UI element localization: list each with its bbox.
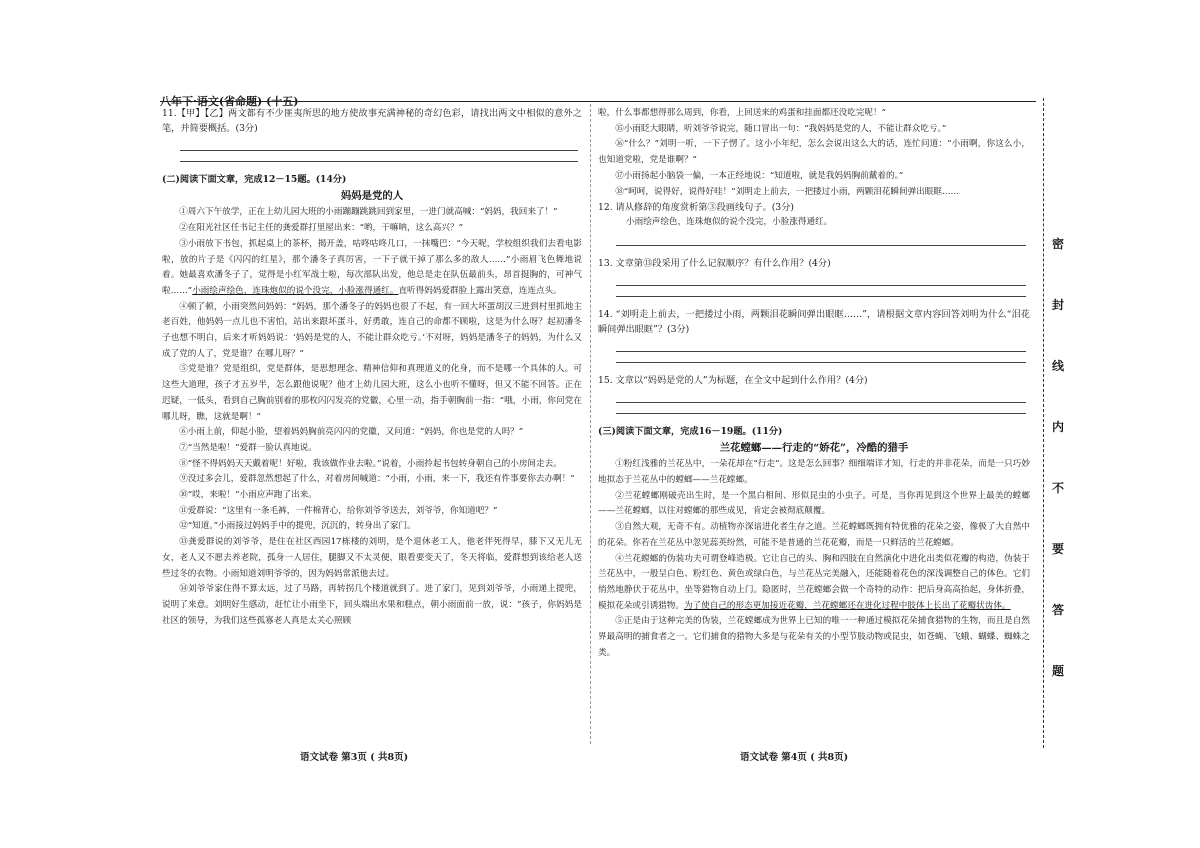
question-12-quote: 小雨绘声绘色，连珠炮似的说个没完，小脸涨得通红。: [626, 217, 833, 228]
article-title: 妈妈是党的人: [340, 189, 404, 202]
paragraph-9: ⑨没过多会儿，爱群忽然想起了什么，对着房间喊道：“小雨，小雨，来一下，我还有件事要你去办啊！”: [179, 474, 575, 485]
answer-line: [616, 285, 1026, 286]
header-rule: [160, 101, 1036, 102]
question-12: 12. 请从修辞的角度赏析第③段画线句子。(3分): [598, 202, 794, 214]
paragraph-13: ⑬龚爱群说的刘爷爷，是住在社区西园17栋楼的刘明，是个退休老工人，他老伴死得早，膝下又无儿无女，老人又不愿去养老院，孤身一人居住，腿脚又不太灵便，眼看要变天了，冬天将临，爱群想到该给老人送些过冬的衣物。小雨知道刘明爷爷的，因为妈妈常派他去过。: [162, 537, 582, 579]
answer-line: [616, 351, 1026, 352]
paragraph-2: ②在阳光社区任书记主任的龚爱群打里屋出来：“哟，干嘛呐，这么高兴？”: [179, 223, 463, 234]
article-2-paragraph-2: ②兰花螳螂刚破壳出生时，是一个黑白相间、形似昆虫的小虫子。可是，当你再见到这个世界上最美的螳螂——兰花螳螂，以往对螳螂的那些成见，肯定会被彻底颠覆。: [598, 490, 1030, 517]
article-2-paragraph-5: ⑤正是由于这种完美的伪装，兰花螳螂成为世界上已知的唯一一种通过模拟花朵捕食猎物的生物，而且是自然界最高明的捕食者之一。它们捕食的猎物大多是与花朵有关的小型节肢动物或昆虫，如苍蝇、飞蛾、蝴蝶、蜘蛛之类。: [598, 616, 1030, 658]
paragraph-7: ⑦“当然是啦！”爱群一脸认真地说。: [179, 442, 317, 453]
article-2-paragraph-1: ①粉红浅雅的兰花丛中，一朵花却在“行走”。这是怎么回事？细细端详才知，行走的并非花朵，而是一只巧妙地拟态于兰花丛中的螳螂——兰花螳螂。: [598, 459, 1030, 486]
seal-char: 线: [1051, 359, 1064, 373]
article-2-paragraph-4-text: ④兰花螳螂的伪装功夫可谓登峰造极。它让自己的头、胸和四肢在自然演化中进化出类似花瓣的构造，伪装于兰花丛中，一般呈白色、粉红色、黄色或绿白色，与兰花丛完美融入，还能随着花色的深浅调整自己的体色。它们悄然地静伏于花丛中，坐等猎物自动上门。隐匿时，兰花螳螂会做一个奇特的动作：把后身高高抬起，身体折叠，模拟花朵或引诱猎物。: [598, 553, 1030, 611]
paragraph-3-text: ③小雨放下书包，抓起桌上的茶杯，揭开盖，咕咚咕咚几口，一抹嘴巴：“今天呢，学校组织我们去看电影啦，放的片子是《闪闪的红星》，那个潘冬子真厉害，一下子就干掉了那么多的敌人……”小雨眉飞色舞地说着。她最喜欢潘冬子了，觉得是小红军战士啦，每次部队出发，他总是走在队伍最前头，昂首挺胸的，可神气啦……”: [162, 238, 582, 296]
paragraph-1: ①周六下午放学，正在上幼儿园大班的小雨蹦蹦跳跳回到家里，一进门就高喊：“妈妈，我回来了！”: [179, 207, 558, 218]
paragraph-6: ⑥小雨上前，仰起小脸，望着妈妈胸前亮闪闪的党徽，又问道：“妈妈，你也是党的人吗？”: [179, 427, 524, 438]
article-2-paragraph-4: [598, 552, 1030, 615]
paragraph-18: ⑱“呵呵，说得好，说得好哇！”刘明走上前去，一把搂过小雨，两颗泪花瞬间弹出眼眶……: [615, 186, 960, 197]
answer-line: [616, 296, 1026, 297]
paragraph-16: ⑯“什么？”刘明一听，一下子愣了。这小小年纪，怎么会说出这么大的话，连忙问道：“小雨啊，你这么小，也知道党啦，党是谁啊？”: [598, 139, 1030, 166]
question-13: 13. 文章第⑬段采用了什么记叙顺序？有什么作用？(4分): [598, 257, 831, 269]
paragraph-15: ⑮小雨眨大眼睛，听刘爷爷说完，随口冒出一句：“我妈妈是党的人，不能让群众吃亏。”: [615, 123, 947, 134]
seal-char: 封: [1051, 298, 1064, 312]
answer-line: [616, 362, 1026, 363]
paragraph-11: ⑪爱群说：“这里有一条毛裤，一件棉背心，给你刘爷爷送去，刘爷爷，你知道吧？”: [179, 505, 498, 516]
question-14: 14. “刘明走上前去，一把搂过小雨，两颗泪花瞬间弹出眼眶……”，请根据文章内容回答刘明为什么“泪花瞬间弹出眼眶”？(3分): [598, 308, 1030, 335]
seal-char: 答: [1051, 603, 1064, 617]
paragraph-12: ⑫“知道。”小雨接过妈妈手中的提兜，沉沉的，转身出了家门。: [179, 521, 416, 532]
answer-line: [180, 161, 578, 162]
page-3-footer: 语文试卷 第3页 ( 共8页): [300, 752, 409, 763]
column-divider: [590, 104, 591, 744]
answer-line: [616, 413, 1026, 414]
underlined-sentence: 为了使自己的形态更加接近花瓣，兰花螳螂还在进化过程中肢体上长出了花瓣状齿体。: [683, 600, 1011, 611]
page-4-footer: 语文试卷 第4页 ( 共8页): [740, 752, 849, 763]
seal-char: 题: [1051, 664, 1064, 678]
page-3-column: [162, 106, 582, 629]
paragraph-8: ⑧“怪不得妈妈天天戴着呢！好啦，我该做作业去啦。”说着，小雨拎起书包转身朝自己的小房间走去。: [179, 458, 562, 469]
paragraph-10: ⑩“哎，来啦！”小雨应声跑了出来。: [179, 490, 317, 501]
paragraph-17: ⑰小雨扬起小脑袋一偏，一本正经地说：“知道啦，就是我妈妈胸前戴着的。”: [615, 170, 904, 181]
seal-char: 密: [1051, 237, 1064, 251]
article-2-title: 兰花螳螂——行走的“娇花”，冷酷的猎手: [719, 441, 909, 454]
page-4-column: [598, 106, 1030, 661]
answer-line: [616, 402, 1026, 403]
paragraph-3-tail: 直听得妈妈爱群脸上露出笑意，连连点头。: [398, 285, 562, 296]
question-15: 15. 文章以“妈妈是党的人”为标题，在全文中起到什么作用？(4分): [598, 374, 868, 386]
underlined-sentence: 小雨绘声绘色，连珠炮似的说个没完，小脸涨得通红。: [192, 285, 399, 296]
question-11: 11.【甲】【乙】两文都有不少匪夷所思的地方使故事充满神秘的奇幻色彩，请找出两文中相似的意外之笔，并简要概括。(3分): [162, 108, 582, 134]
section-3-heading: (三)阅读下面文章，完成16－19题。(11分): [598, 425, 783, 437]
paragraph-4: ④顿了顿，小雨突然问妈妈：“妈妈，那个潘冬子的妈妈也很了不起，有一回大坏蛋胡汉三进到村里抓地主老百姓，他妈妈一点儿也不害怕，站出来跟坏蛋斗，好勇敢，连自己的命都不顾啦，这是为什么呀？起初潘冬子也想不明白，后来才听妈妈说：‘妈妈是党的人，不能让群众吃亏。’不对呀，妈妈是潘冬子的妈妈，为什么又成了党的人了，党是谁？在哪儿呀？”: [162, 301, 582, 359]
paragraph-3: [162, 237, 582, 300]
seal-char: 不: [1051, 481, 1064, 495]
seal-notice: [1046, 214, 1070, 702]
article-2-paragraph-3: ③自然大观，无奇不有。动植物亦深谙进化者生存之道。兰花螳螂既拥有特优雅的花朵之姿，像极了大自然中的花朵。你若在兰花丛中忽见蕊英纷然，可能不是普通的兰花花瓣，而是一只鲜活的兰花螳螂。: [598, 522, 1030, 548]
section-2-heading: (二)阅读下面文章，完成12－15题。(14分): [162, 174, 347, 185]
paragraph-5: ⑤党是谁？党是组织，党是群体，是思想理念、精神信仰和真理道义的化身，而不是哪一个具体的人。可这些大道理，孩子才五岁半，怎么跟他说呢？他才上幼儿园大班，这么小也听不懂呀，但又不能不回答。正在迟疑，一低头，看到自己胸前别着的那枚闪闪发亮的党徽，心里一动，指手朝胸前一指：“哦，小雨，你问党在哪儿呀，瞧，这就是啊！”: [162, 364, 582, 422]
seal-char: 要: [1051, 542, 1064, 556]
answer-line: [616, 245, 1026, 246]
paragraph-14: ⑭刘爷爷家住得不算太远，过了马路，再转拐几个楼道就到了。进了家门，见到刘爷爷，小雨递上提兜，说明了来意。刘明好生感动，赶忙让小雨坐下，回头端出水果和糕点，朝小雨面前一放，说：“孩子，你妈妈是社区的领导，为我们这些孤寡老人真是太关心照顾: [162, 584, 582, 626]
seal-line: [1043, 98, 1044, 748]
page-header: 八年下·语文(省命题) (十五): [160, 95, 299, 108]
paragraph-14-continued: 啦，什么事都想得那么周到，你看，上回送来的鸡蛋和挂面都还没吃完呢！”: [598, 108, 886, 118]
answer-line: [180, 150, 578, 151]
seal-char: 内: [1051, 420, 1064, 434]
